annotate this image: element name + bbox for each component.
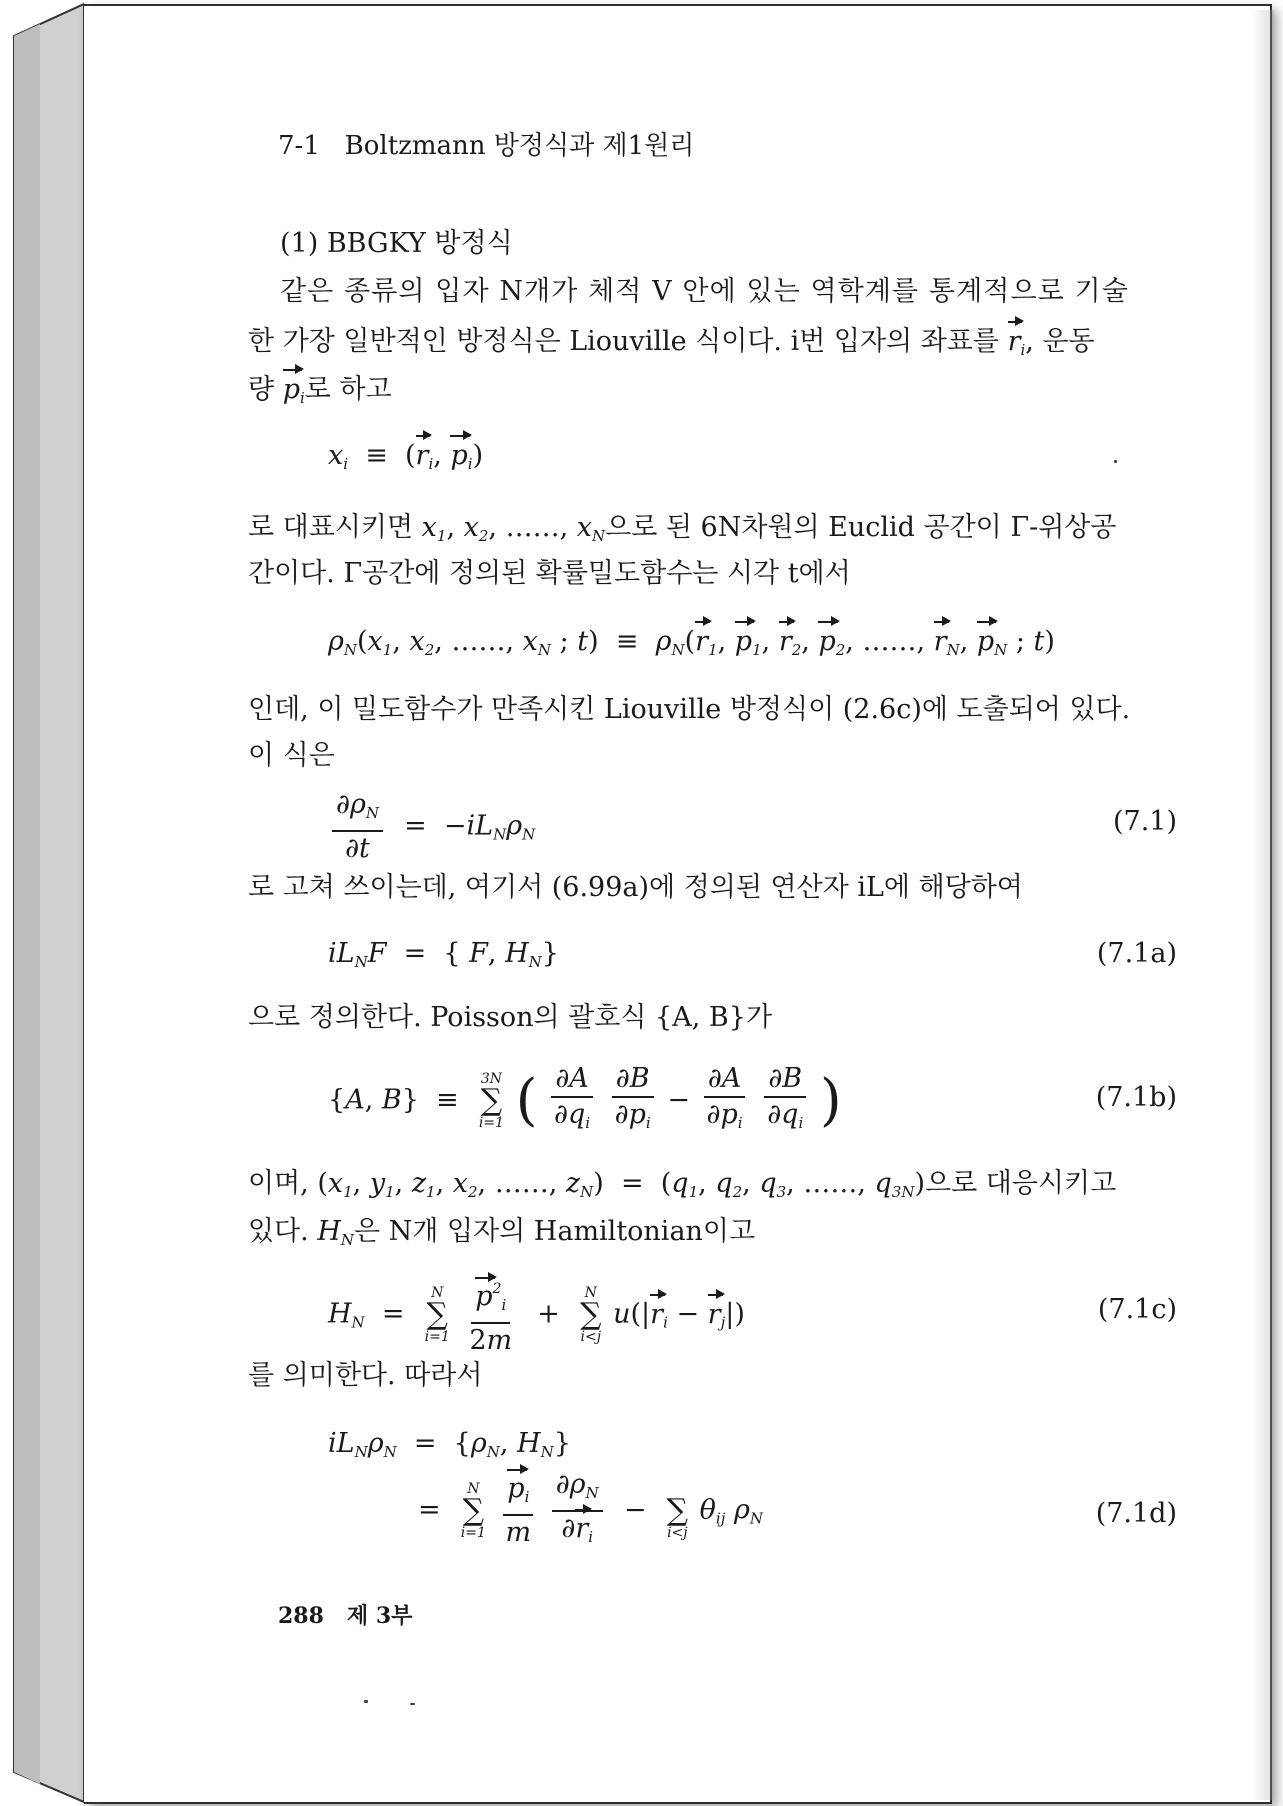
paragraph-text: 으로 대응시키고 — [925, 1168, 1117, 1199]
page-edge-shadow — [1252, 10, 1274, 1800]
paragraph-text: 로 대표시키면 — [248, 512, 414, 543]
paragraph-line: 있다. $H_N$은 N개 입자의 Hamiltonian이고 — [248, 1216, 756, 1249]
equation-xi-definition: $x_i \equiv (r_i$, $p_i$) — [328, 440, 484, 473]
paragraph-text: 있다. — [248, 1216, 309, 1247]
paragraph-line: 이며, ($x_1$, $y_1$, $z_1$, $x_2$, ……, $z_N) = (q_1$, $q_2$, $q_3$, ……, $q_{3N}$)으로 대응시키고 — [248, 1168, 1117, 1201]
paragraph-line: 한 가장 일반적인 방정식은 Liouville 식이다. i번 입자의 좌표를 $r_i$, 운동 — [248, 326, 1095, 359]
equation-number: (7.1) — [1112, 806, 1177, 837]
equation-number: (7.1d) — [1095, 1498, 1177, 1529]
paragraph-line: 를 의미한다. 따라서 — [248, 1360, 483, 1391]
paragraph-line: 간이다. Γ공간에 정의된 확률밀도함수는 시각 t에서 — [248, 558, 851, 589]
equation-7-1b: {A, B} ≡ 3N ∑ i=1 ( $\frac{\partial A}{\partial q_i}$ $\frac{\partial B}{\partial p_i}$ − $\frac{\partial A}{\partial p_i}$ $\frac{\partial B}{\partial q_i}$ ) — [328, 1063, 842, 1133]
paragraph-text: 은 N개 입자의 Hamiltonian이고 — [354, 1216, 756, 1247]
equation-density-function: $\rho_N(x_1$, $x_2$, ……, $x_N$ ; $t) \equiv \rho_N(r_1$, $p_1$, $r_2$, $p_2$, ……, $r_N$, $p_N$ ; t) — [328, 626, 1055, 659]
paragraph-line: 로 고쳐 쓰이는데, 여기서 (6.99a)에 정의된 연산자 iL에 해당하여 — [248, 872, 1023, 903]
equation-number: (7.1a) — [1096, 938, 1177, 969]
subsection-heading: (1) BBGKY 방정식 — [280, 228, 513, 259]
paragraph-line: 으로 정의한다. Poisson의 괄호식 {A, B}가 — [248, 1002, 772, 1033]
paragraph-text: , 운동 — [1025, 326, 1095, 357]
header-section-number: 7-1 — [278, 131, 320, 161]
running-header — [278, 130, 694, 162]
paragraph-line: 로 대표시키면 $x_1$, $x_2$, ……, $x_N$으로 된 6N차원의 Euclid 공간이 Γ-위상공 — [248, 512, 1117, 545]
equation-number: (7.1b) — [1095, 1082, 1177, 1113]
scan-speck — [364, 1700, 368, 1703]
equation-7-1: $\frac{\partial\rho_N}{\partial t}$ = $-iL_N\rho_N$ — [328, 790, 535, 864]
paragraph-line: 이 식은 — [248, 740, 335, 771]
equation-7-1a: $iL_NF$ = { F, $H_N$} — [328, 938, 559, 971]
paragraph-text: 한 가장 일반적인 방정식은 Liouville 식이다. — [248, 326, 782, 357]
equation-7-1d-line1: $iL_N\rho_N = \{\rho_N$, $H_N$} — [328, 1428, 571, 1461]
vector-r-i: r — [1007, 326, 1021, 357]
equation-7-1d-line2: = N ∑ i=1 $\frac{p_i}{m}$ $\frac{\partial\rho_N}{\partial r_i}$ − ∑ i<j $\theta_{ij}$ $\rho_N$ — [418, 1469, 763, 1548]
scan-speck — [410, 1703, 415, 1705]
page-footer — [278, 1600, 412, 1632]
book-spine — [0, 0, 84, 1806]
paragraph-text: 로 하고 — [304, 374, 392, 405]
paragraph-text: i번 입자의 좌표를 — [790, 326, 999, 357]
paragraph-line: 같은 종류의 입자 N개가 체적 V 안에 있는 역학계를 통계적으로 기술 — [280, 276, 1129, 307]
vector-p-i: p — [282, 374, 300, 405]
paragraph-text: 이며, — [248, 1168, 309, 1199]
part-label: 제 3부 — [346, 1603, 413, 1629]
equation-number: (7.1c) — [1097, 1294, 1177, 1325]
header-title: Boltzmann 방정식과 제1원리 — [344, 131, 695, 161]
paragraph-text: 량 — [248, 374, 275, 405]
equation-7-1c: $H_N$ = N ∑ i=1 $\frac{p^2_i}{2m}$ + N ∑ i<j $u(|r_i - r_j|)$ — [328, 1274, 745, 1356]
paragraph-text: 으로 된 6N차원의 Euclid 공간이 Γ-위상공 — [605, 512, 1117, 543]
paragraph-line: 인데, 이 밀도함수가 만족시킨 Liouville 방정식이 (2.6c)에 도출되어 있다. — [248, 694, 1131, 725]
paragraph-line: 량 $p_i$로 하고 — [248, 374, 392, 407]
page-number: 288 — [278, 1603, 324, 1629]
scan-speck — [1114, 460, 1117, 463]
